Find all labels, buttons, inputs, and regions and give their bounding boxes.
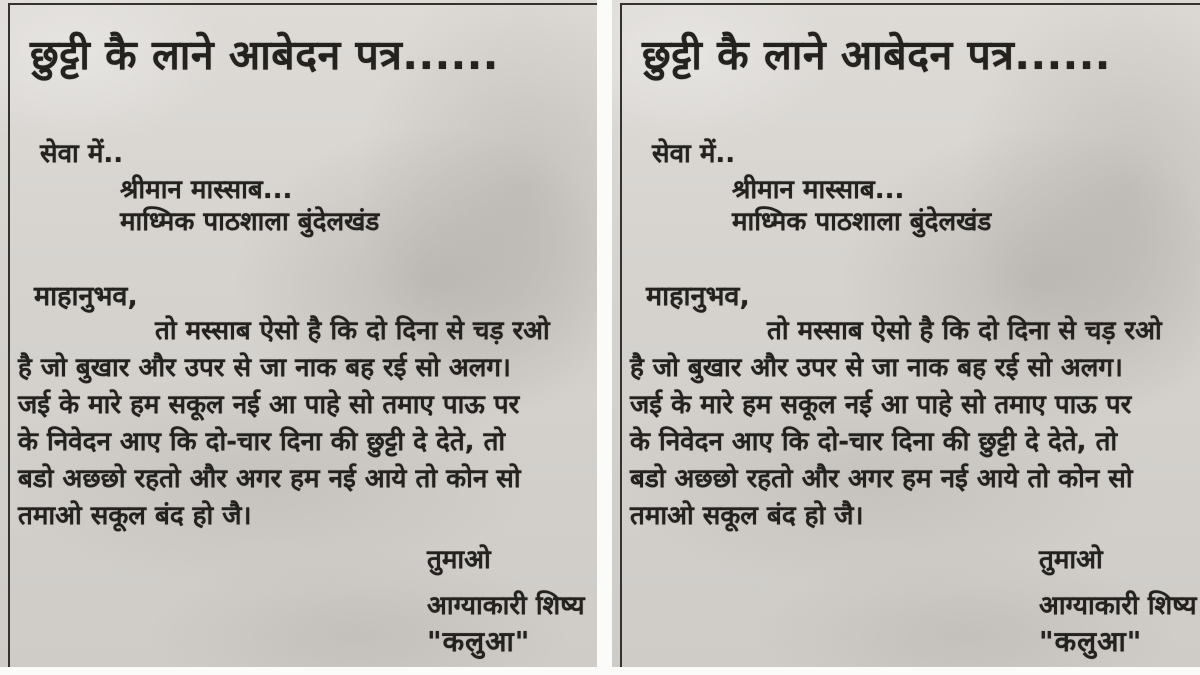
letter-body-line: है जो बुखार और उपर से जा नाक बह रई सो अलग। (18, 353, 511, 383)
letter-salutation: सेवा में.. (40, 139, 124, 169)
letter-closing-role: आग्याकारी शिष्य (427, 591, 585, 621)
letter-closing-role: आग्याकारी शिष्य (1039, 591, 1197, 621)
letter-closing-yours: तुमाओ (1039, 545, 1103, 575)
letter-body-line: तमाओ सकूल बंद हो जै। (18, 501, 252, 531)
letter-signature: "कलुआ" (1039, 625, 1143, 658)
letter-salutation: सेवा में.. (652, 139, 736, 169)
letter-title: छुट्टी कै लाने आबेदन पत्र...... (30, 31, 499, 79)
letter-addressee: श्रीमान मास्साब... (732, 175, 905, 205)
letter-greeting: माहानुभव, (646, 281, 750, 312)
letter-body-line: के निवेदन आए कि दो-चार दिना की छुट्टी दे देते, तो (18, 427, 506, 457)
letter-signature: "कलुआ" (427, 625, 531, 658)
letter-school-line: माध्मिक पाठशाला बुंदेलखंड (732, 207, 992, 237)
letter-body-line: तो मस्साब ऐसो है कि दो दिना से चड़ रओ (767, 316, 1162, 346)
letter-body-line: जई के मारे हम सकूल नई आ पाहे सो तमाए पाऊ पर (18, 390, 520, 420)
letter-body-line: जई के मारे हम सकूल नई आ पाहे सो तमाए पाऊ पर (630, 390, 1132, 420)
letter-closing-yours: तुमाओ (427, 545, 491, 575)
letter-greeting: माहानुभव, (34, 281, 138, 312)
letter-body-line: के निवेदन आए कि दो-चार दिना की छुट्टी दे देते, तो (630, 427, 1118, 457)
letter-clipping-left (0, 0, 597, 667)
letter-body-line: बडो अछछो रहतो और अगर हम नई आये तो कोन सो (18, 464, 521, 494)
letter-body-line: है जो बुखार और उपर से जा नाक बह रई सो अलग। (630, 353, 1123, 383)
letter-title: छुट्टी कै लाने आबेदन पत्र...... (642, 31, 1111, 79)
letter-addressee: श्रीमान मास्साब... (120, 175, 293, 205)
letter-body-line: तमाओ सकूल बंद हो जै। (630, 501, 864, 531)
letter-clipping-right (612, 0, 1200, 667)
letter-body-line: तो मस्साब ऐसो है कि दो दिना से चड़ रओ (155, 316, 550, 346)
letter-body-line: बडो अछछो रहतो और अगर हम नई आये तो कोन सो (630, 464, 1133, 494)
letter-school-line: माध्मिक पाठशाला बुंदेलखंड (120, 207, 380, 237)
